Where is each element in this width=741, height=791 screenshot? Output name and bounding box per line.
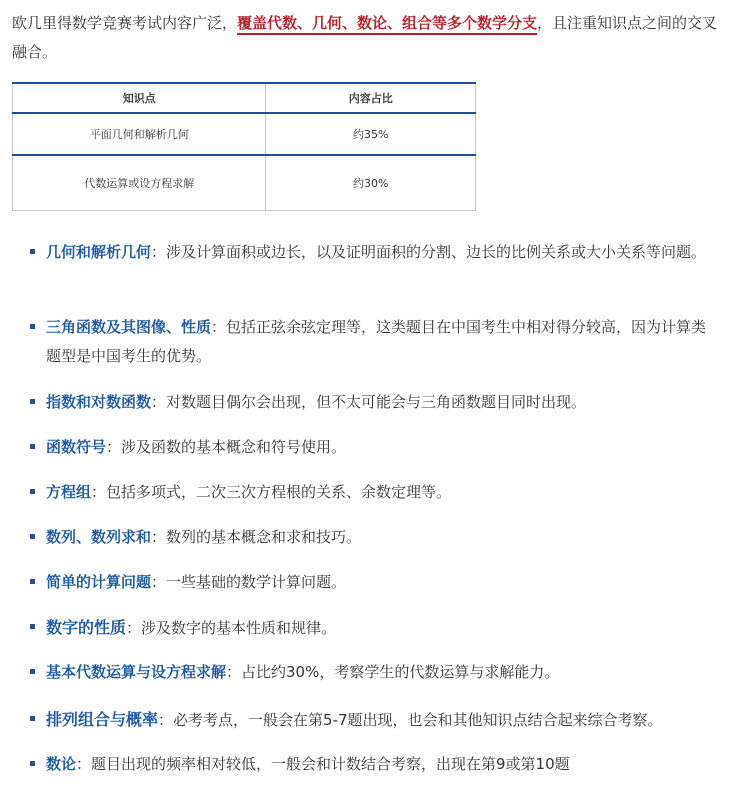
bullet-marker [30,249,35,254]
knowledge-share-table [12,82,476,211]
topic-term: 排列组合与概率 [46,710,159,729]
table-cell-share: 约30% [266,155,476,211]
table-cell-share: 约35% [266,113,476,155]
list-item [30,705,720,735]
topic-term: 数列、数列求和 [46,528,152,546]
topic-term: 几何和解析几何 [46,243,152,261]
topic-term: 函数符号 [46,438,107,456]
bullet-marker [30,761,35,766]
list-item [30,523,720,552]
list-item [30,478,720,507]
topic-term: 简单的计算问题 [46,573,152,591]
list-item [30,433,720,462]
topic-desc: ：必考考点，一般会在第5-7题出现，也会和其他知识点结合起来综合考察。 [158,711,663,729]
topic-desc: ：一些基础的数学计算问题。 [151,573,347,591]
topic-desc: ：数列的基本概念和求和技巧。 [151,528,362,546]
list-item [30,313,720,371]
topic-desc: ：涉及数字的基本性质和规律。 [126,619,337,637]
bullet-marker [30,444,35,449]
topic-desc: ：涉及函数的基本概念和符号使用。 [106,438,347,456]
list-item [30,388,720,417]
bullet-marker [30,669,35,674]
bullet-marker [30,489,35,494]
intro-text-before: 欧几里得数学竞赛考试内容广泛， [12,14,238,32]
topic-desc: ：包括多项式，二次三次方程根的关系、余数定理等。 [91,483,452,501]
list-item [30,658,720,687]
topic-desc: ：包括正弦余弦定理等，这类题目在中国考生中相对得分较高，因为计算类题型是中国考生的优势。 [46,318,707,365]
topic-term: 三角函数及其图像、性质 [46,318,212,336]
list-item [30,613,720,643]
topic-desc: ：占比约30%，考察学生的代数运算与求解能力。 [226,663,560,681]
table-header-share: 内容占比 [266,83,476,113]
topic-term: 指数和对数函数 [46,393,152,411]
list-item [30,568,720,597]
topic-term: 方程组 [46,483,92,501]
topic-desc: ：题目出现的频率相对较低，一般会和计数结合考察，出现在第9或第10题 [76,755,570,773]
table-row [13,113,476,155]
list-item [30,238,720,267]
table-header-row [13,83,476,113]
table-row [13,155,476,211]
bullet-marker [30,624,35,629]
topic-desc: ：对数题目偶尔会出现，但不太可能会与三角函数题目同时出现。 [151,393,587,411]
bullet-marker [30,716,35,721]
table-cell-topic: 平面几何和解析几何 [13,113,266,155]
bullet-marker [30,399,35,404]
intro-paragraph [12,9,728,67]
table-header-topic: 知识点 [13,83,266,113]
bullet-marker [30,324,35,329]
bullet-marker [30,579,35,584]
intro-emphasis: 覆盖代数、几何、数论、组合等多个数学分支 [237,14,537,35]
list-item [30,750,720,779]
bullet-marker [30,534,35,539]
topic-term: 数论 [46,755,77,773]
topic-term: 数字的性质 [46,618,127,637]
intro-text-after: ，且注重知识点之间的交叉融合。 [12,14,718,61]
table-cell-topic: 代数运算或设方程求解 [13,155,266,211]
topic-desc: ：涉及计算面积或边长，以及证明面积的分割、边长的比例关系或大小关系等问题。 [151,243,707,261]
topic-term: 基本代数运算与设方程求解 [46,663,227,681]
